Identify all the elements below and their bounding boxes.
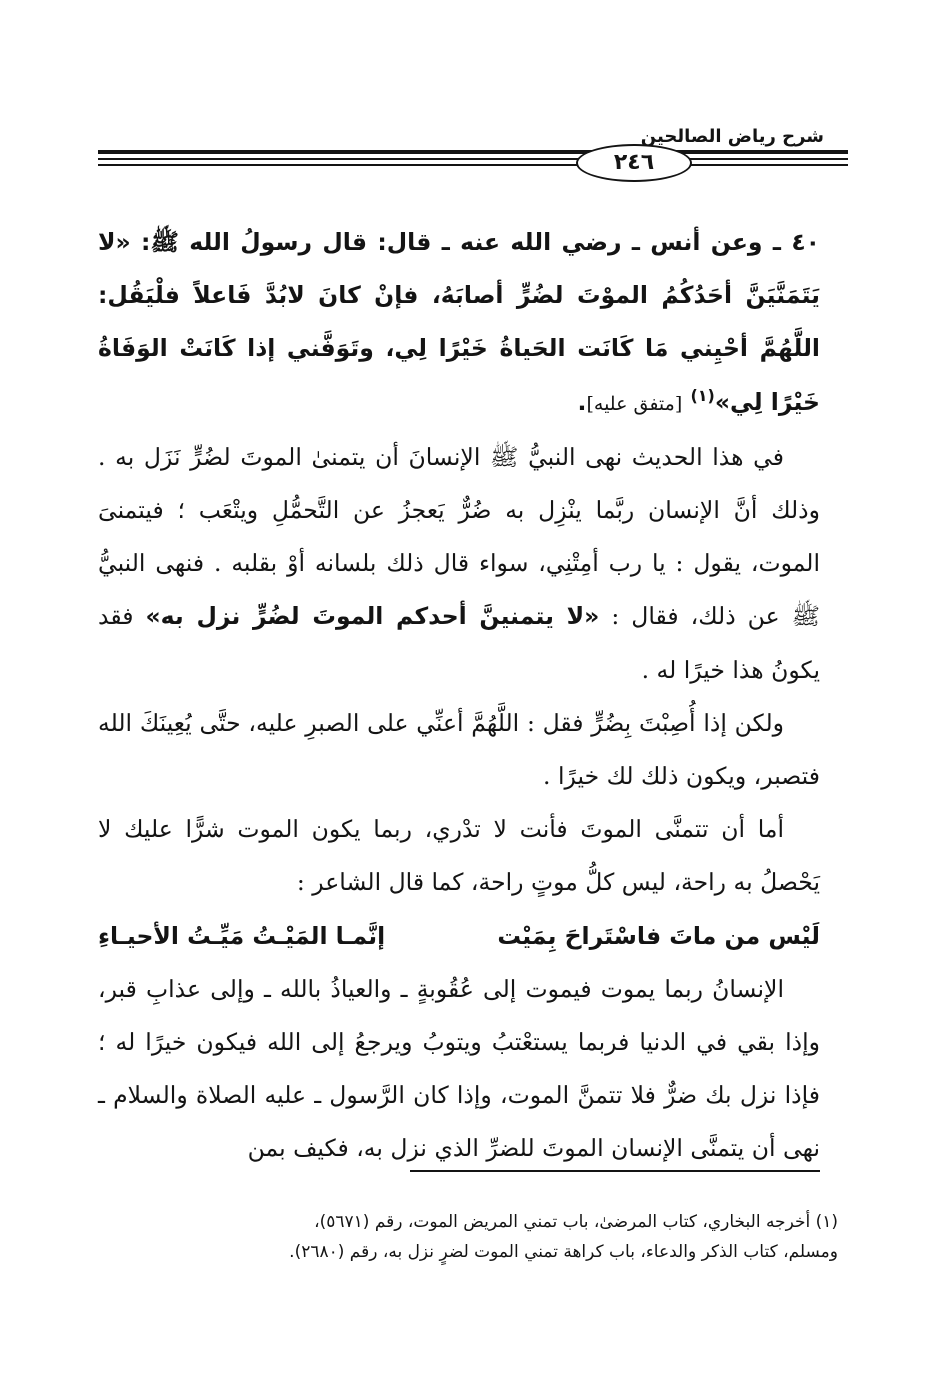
main-text xyxy=(98,216,820,1176)
header-rule-thick xyxy=(98,150,848,154)
footnote-marker: (١) xyxy=(690,385,715,405)
book-title: شرح رياض الصالحين xyxy=(640,126,824,147)
footnote xyxy=(98,1207,838,1267)
header-rule xyxy=(98,148,848,174)
verse-hemistich-2: إنَّمـا المَيْـتُ مَيِّـتُ الأحيـاءِ xyxy=(98,921,386,950)
hadith-reference: [متفق عليه] xyxy=(586,392,683,415)
footnote-line-2: ومسلم، كتاب الذكر والدعاء، باب كراهة تمني الموت لضرٍ نزل به، رقم (٢٦٨٠). xyxy=(289,1242,838,1262)
hadith-line-1: ٤٠ ـ وعن أنس ـ رضي الله عنه ـ قال: قال رسولُ الله ﷺ: «لا يَتَمَنَّيَنَّ xyxy=(98,228,821,310)
paragraph-1-end: فقد يكونُ هذا خيرًا له . xyxy=(98,602,820,684)
paragraph-1-text: في هذا الحديث نهى النبيُّ ﷺ الإنسانَ أن يتمنىٰ الموتَ لضُرٍّ نَزَل به . وذلك أنَّ الإنسان ربَّما ينْزِل به ضُرٌّ يَعجزُ عن التَّحمُّلِ ويتْعَب ؛ فيتمنىَ الموت، يقول : يا رب أمِتْنِي، سواء قال ذلك بلسانه أوْ بقلبه . فنهى النبيُّ ﷺ عن ذلك، فقال : xyxy=(98,442,820,631)
hadith-line-3: الحَياةُ خَيْرًا لِي، وتَوَفَّني إذا كَانَتْ الوَفَاةُ خَيْرًا لِي» xyxy=(98,334,820,416)
poem-verse xyxy=(98,910,820,963)
header-rule-thin xyxy=(98,164,848,166)
footnote-separator xyxy=(410,1170,820,1172)
hadith-text: ٤٠ ـ وعن أنس ـ رضي الله عنه ـ قال: قال رسولُ الله ﷺ: «لا يَتَمَنَّيَنَّ أحَدُكُمُ الموْتَ لضُرٍّ أصابَهُ، فإنْ كانَ لابُدَّ فَاعلاً فلْيَقُل: اللَّهُمَّ أحْيِني مَا كَانَت الحَياةُ خَيْرًا لِي، وتَوَفَّني إذا كَانَتْ الوَفَاةُ خَيْرًا لِي»$^{(١)}$ [متفق عليه]. xyxy=(98,228,821,416)
verse-hemistich-1: لَيْس من ماتَ فاسْتَراحَ بِمَيْت xyxy=(497,921,820,950)
header-rule-middle xyxy=(98,158,848,160)
paragraph-1-quote: «لا يتمنينَّ أحدكم الموتَ لضُرٍّ نزل به» xyxy=(145,602,600,631)
paragraph-4: الإنسانُ ربما يموت فيموت إلى عُقُوبةٍ ـ والعياذُ بالله ـ وإلى عذابِ قبر، وإذا بقي في الدنيا فربما يستعْتبُ ويتوبُ ويرجعُ إلى الله فيكون خيرًا له ؛ فإذا نزل بك ضرٌّ فلا تتمنَّ الموت، وإذا كان الرَّسول ـ عليه الصلاة والسلام ـ نهى أن يتمنَّى الإنسان الموتَ للضرِّ الذي نزل به، فكيف بمن xyxy=(98,974,820,1163)
paragraph-2: ولكن إذا أُصِبْتَ بِضُرٍّ فقل : اللَّهُمَّ أعنِّي على الصبرِ عليه، حتَّى يُعِينَكَ الله فتصبر، ويكون ذلك لك خيرًا . xyxy=(98,708,820,791)
paragraph-1 xyxy=(98,431,820,697)
paragraph-3: أما أن تتمنَّى الموتَ فأنت لا تدْري، ربما يكون الموت شرًّا عليك لا يَحْصلُ به راحة، ليس كلُّ موتٍ راحة، كما قال الشاعر : xyxy=(98,815,820,897)
footnote-line-1: (١) أخرجه البخاري، كتاب المرضىٰ، باب تمني المريض الموت، رقم (٥٦٧١)، xyxy=(314,1212,838,1232)
page-number: ٢٤٦ xyxy=(576,144,692,182)
hadith-line-2: أحَدُكُمُ الموْتَ لضُرٍّ أصابَهُ، فإنْ كانَ لابُدَّ فَاعلاً فلْيَقُل: اللَّهُمَّ أحْيِني مَا كَانَت xyxy=(98,281,820,363)
